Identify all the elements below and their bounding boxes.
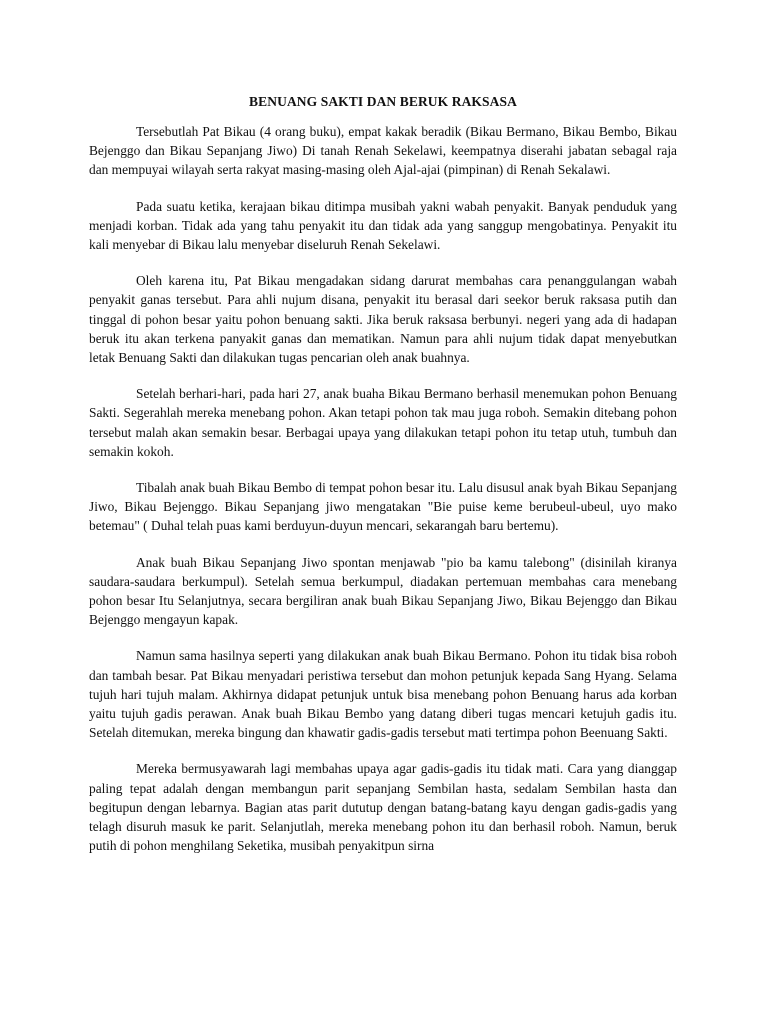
paragraph-4: Setelah berhari-hari, pada hari 27, anak buaha Bikau Bermano berhasil menemukan pohon Benuang Sakti. Segerahlah mereka menebang pohon. Akan tetapi pohon tak mau juga roboh. Semakin ditebang pohon tersebut malah akan semakin besar. Berbagai upaya yang dilakukan tetapi pohon itu tetap utuh, tumbuh dan semakin kokoh.: [89, 386, 677, 459]
paragraph-2: Pada suatu ketika, kerajaan bikau ditimpa musibah yakni wabah penyakit. Banyak penduduk yang menjadi korban. Tidak ada yang tahu penyakit itu dan tidak ada yang sanggup mengobatinya. Penyakit itu kali menyebar di Bikau lalu menyebar diseluruh Renah Sekelawi.: [89, 198, 677, 253]
paragraph-8: Mereka bermusyawarah lagi membahas upaya agar gadis-gadis itu tidak mati. Cara yang dianggap paling tepat adalah dengan membangun parit sepanjang Sembilan hasta, sedalam Sembilan hasta dan begitupun dengan lebarnya. Bagian atas parit dututup dengan batang-batang kayu dengan gadis-gadis yang telagh disuruh masuk ke parit. Selanjutlah, mereka menebang pohon itu dan berhasil roboh. Namun, beruk putih di pohon menghilang Seketika, musibah penyakitpun sirna: [89, 761, 677, 854]
paragraph-7: Namun sama hasilnya seperti yang dilakukan anak buah Bikau Bermano. Pohon itu tidak bisa roboh dan tambah besar. Pat Bikau menyadari peristiwa tersebut dan mohon petunjuk kepada Sang Hyang. Selama tujuh hari tujuh malam. Akhirnya didapat petunjuk untuk bisa menebang pohon Benuang harus ada korban yaitu tujuh gadis perawan. Anak buah Bikau Bembo yang datang diberi tugas mencari ketujuh gadis itu. Setelah ditemukan, mereka bingung dan khawatir gadis-gadis tersebut mati tertimpa pohon Beenuang Sakti.: [89, 648, 677, 741]
document-title: BENUANG SAKTI DAN BERUK RAKSASA: [249, 94, 517, 109]
paragraph-5: Tibalah anak buah Bikau Bembo di tempat pohon besar itu. Lalu disusul anak byah Bikau Sepanjang Jiwo, Bikau Bejenggo. Bikau Sepanjang jiwo mengatakan "Bie puise keme berubeul-ubeul, uyo mako betemau" ( Duhal telah puas kami berduyun-duyun mencari, sekarangah baru bertemu).: [89, 480, 677, 534]
paragraph-1: Tersebutlah Pat Bikau (4 orang buku), empat kakak beradik (Bikau Bermano, Bikau Bembo, Bikau Bejenggo dan Bikau Sepanjang Jiwo) Di tanah Renah Sekelawi, keempatnya diserahi jabatan sebagal raja dan mempuyai wilayah serta rakyat masing-masing oleh Ajal-ajai (pimpinan) di Renah Sekalawi.: [89, 124, 677, 178]
paragraph-3: Oleh karena itu, Pat Bikau mengadakan sidang darurat membahas cara penanggulangan wabah penyakit ganas tersebut. Para ahli nujum disana, penyakit itu berasal dari seekor beruk raksasa putih dan tinggal di pohon besar yaitu pohon benuang sakti. Jika beruk raksasa berbunyi. negeri yang ada di hadapan beruk itu akan terkena panyakit ganas dan mematikan. Namun para ahli nujum tidak dapat menyebutkan letak Benuang Sakti dan dilakukan tugas pencarian oleh anak buahnya.: [89, 273, 677, 366]
paragraph-6: Anak buah Bikau Sepanjang Jiwo spontan menjawab "pio ba kamu talebong" (disinilah kiranya saudara-saudara berkumpul). Setelah semua berkumpul, diadakan pertemuan membahas cara menebang pohon besar Itu Selanjutnya, secara bergiliran anak buah Bikau Sepanjang Jiwo, Bikau Bejenggo dan Bikau Bejenggo mengayun kapak.: [89, 554, 677, 628]
document-page: [89, 93, 677, 873]
